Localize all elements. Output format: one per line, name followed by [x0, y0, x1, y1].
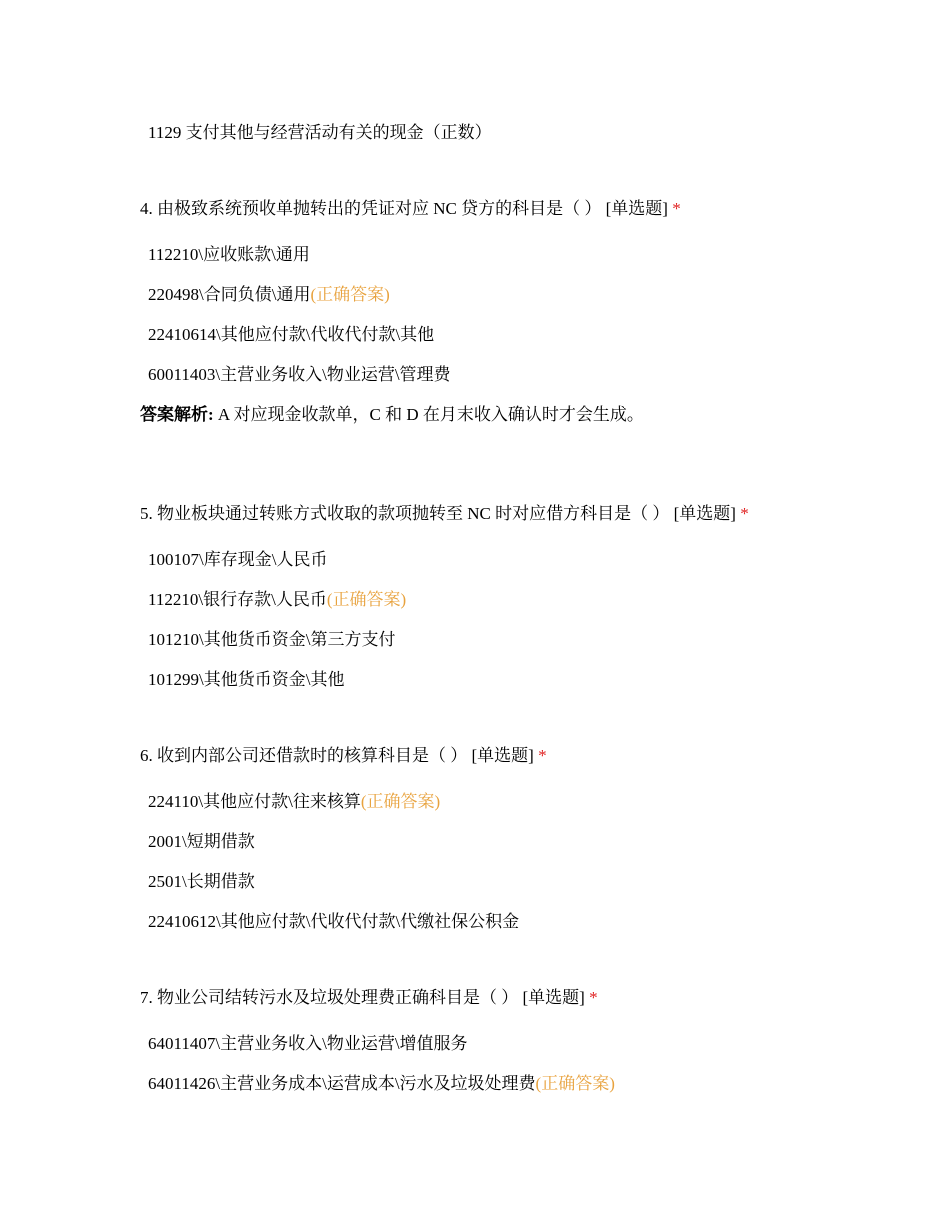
question-title-4 [140, 198, 681, 220]
option-text: 60011403\主营业务收入\物业运营\管理费 [148, 365, 451, 384]
correct-answer-marker: (正确答案) [326, 590, 407, 609]
option-item [148, 324, 434, 346]
correct-answer-marker: (正确答案) [360, 792, 441, 811]
required-marker: * [740, 504, 749, 523]
question-title-6 [140, 745, 547, 767]
option-text: 2501\长期借款 [148, 872, 255, 891]
option-item [148, 1073, 615, 1095]
option-text: 112210\应收账款\通用 [148, 245, 310, 264]
option-text: 101299\其他货币资金\其他 [148, 670, 345, 689]
option-text: 2001\短期借款 [148, 832, 255, 851]
question-type: [单选题] [605, 199, 668, 218]
analysis-label: 答案解析: [140, 405, 214, 424]
required-marker: * [538, 746, 547, 765]
option-text: 64011426\主营业务成本\运营成本\污水及垃圾处理费 [148, 1074, 536, 1093]
option-item [148, 244, 310, 266]
option-item [148, 669, 344, 691]
question-title-5 [140, 503, 749, 525]
option-text: 22410612\其他应付款\代收代付款\代缴社保公积金 [148, 912, 520, 931]
option-item [148, 284, 390, 306]
analysis-text: A 对应现金收款单，C 和 D 在月末收入确认时才会生成。 [217, 405, 644, 424]
option-item [148, 364, 451, 386]
required-marker: * [672, 199, 681, 218]
option-item [148, 1033, 468, 1055]
option-item [148, 911, 519, 933]
option-text: 64011407\主营业务收入\物业运营\增值服务 [148, 1034, 468, 1053]
option-item [148, 589, 406, 611]
question-text: 7. 物业公司结转污水及垃圾处理费正确科目是（ ） [140, 988, 519, 1007]
option-text: 112210\银行存款\人民币 [148, 590, 327, 609]
option-item [148, 549, 327, 571]
option-item [148, 122, 492, 144]
option-item [148, 831, 255, 853]
option-item [148, 629, 395, 651]
question-type: [单选题] [471, 746, 534, 765]
question-text: 4. 由极致系统预收单抛转出的凭证对应 NC 贷方的科目是（ ） [140, 199, 602, 218]
option-text: 1129 支付其他与经营活动有关的现金（正数） [148, 123, 492, 142]
option-text: 220498\合同负债\通用 [148, 285, 311, 304]
question-type: [单选题] [673, 504, 736, 523]
option-text: 224110\其他应付款\往来核算 [148, 792, 361, 811]
option-text: 22410614\其他应付款\代收代付款\其他 [148, 325, 435, 344]
answer-analysis [140, 404, 644, 426]
question-text: 5. 物业板块通过转账方式收取的款项抛转至 NC 时对应借方科目是（ ） [140, 504, 670, 523]
required-marker: * [589, 988, 598, 1007]
option-item [148, 871, 255, 893]
question-type: [单选题] [522, 988, 585, 1007]
option-text: 100107\库存现金\人民币 [148, 550, 328, 569]
option-item [148, 791, 440, 813]
option-text: 101210\其他货币资金\第三方支付 [148, 630, 396, 649]
correct-answer-marker: (正确答案) [310, 285, 390, 304]
correct-answer-marker: (正确答案) [535, 1074, 615, 1093]
question-title-7 [140, 987, 598, 1009]
question-text: 6. 收到内部公司还借款时的核算科目是（ ） [140, 746, 468, 765]
